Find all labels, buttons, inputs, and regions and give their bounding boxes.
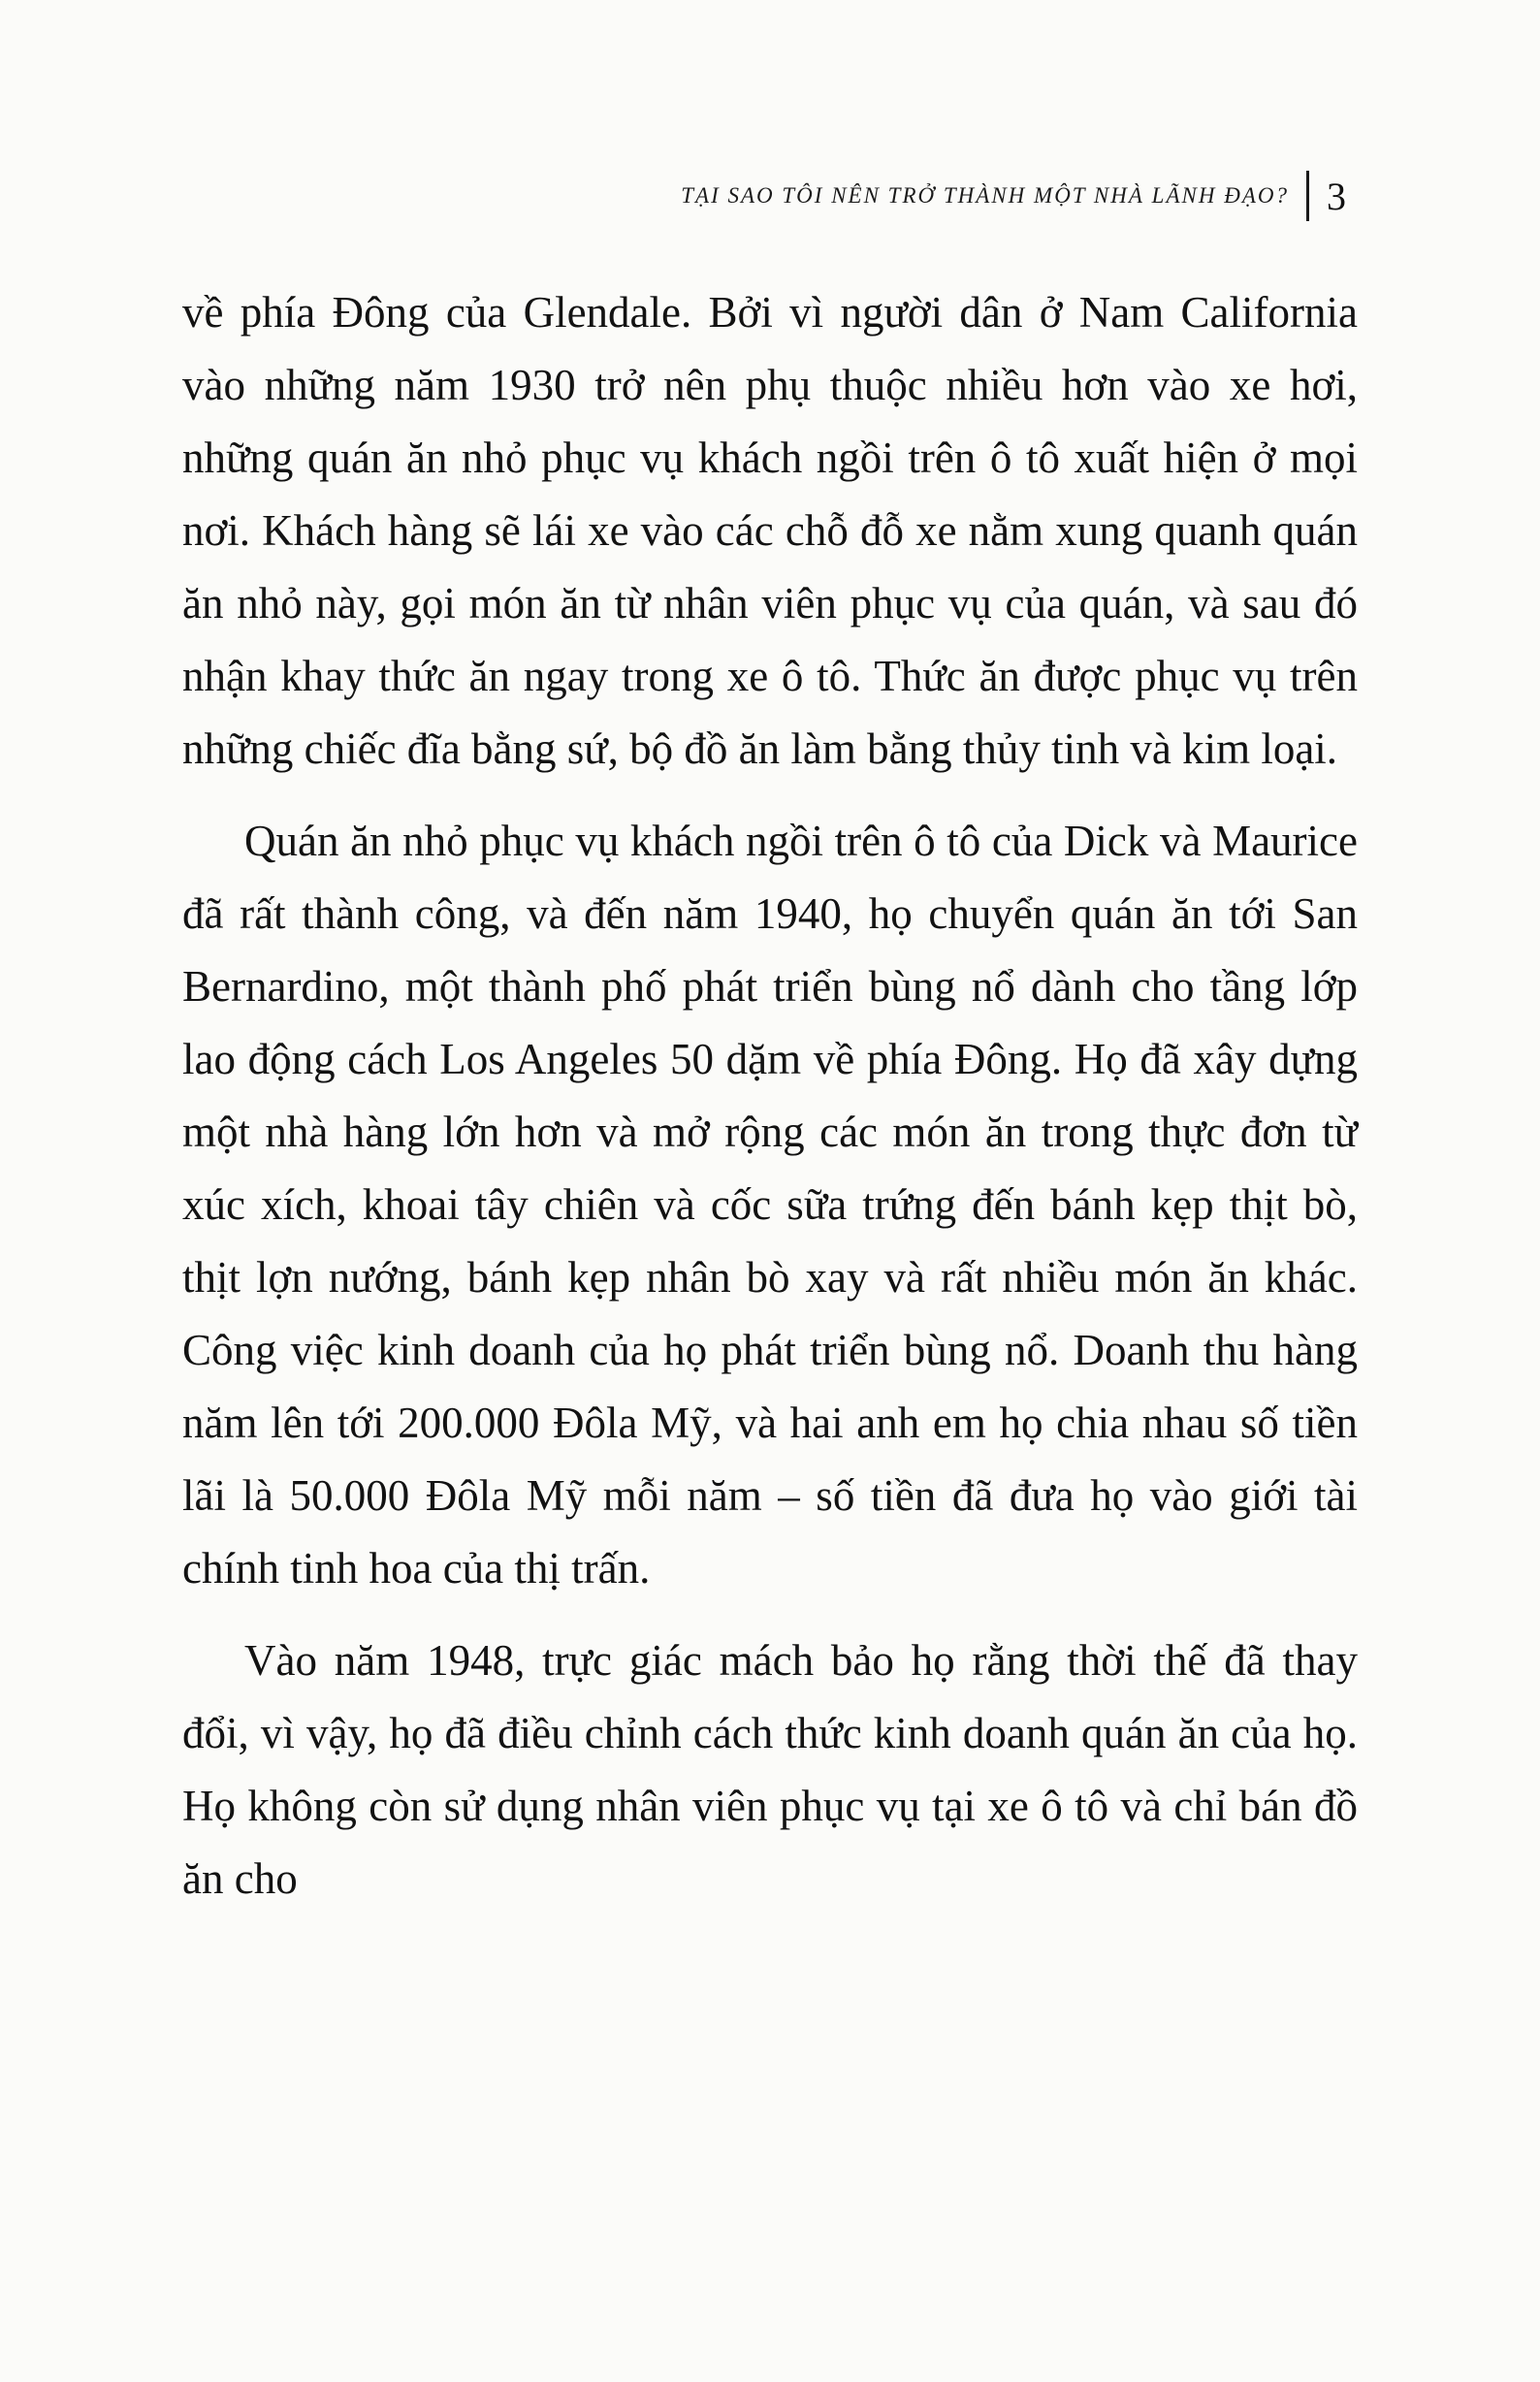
paragraph: Quán ăn nhỏ phục vụ khách ngồi trên ô tô của Dick và Maurice đã rất thành công, và đến năm 1940, họ chuyển quán ăn tới San Bernardino, một thành phố phát triển bùng nổ dành cho tầng lớp lao động cách Los Angeles 50 dặm về phía Đông. Họ đã xây dựng một nhà hàng lớn hơn và mở rộng các món ăn trong thực đơn từ xúc xích, khoai tây chiên và cốc sữa trứng đến bánh kẹp thịt bò, thịt lợn nướng, bánh kẹp nhân bò xay và rất nhiều món ăn khác. Công việc kinh doanh của họ phát triển bùng nổ. Doanh thu hàng năm lên tới 200.000 Đôla Mỹ, và hai anh em họ chia nhau số tiền lãi là 50.000 Đôla Mỹ mỗi năm – số tiền đã đưa họ vào giới tài chính tinh hoa của thị trấn.	[182, 817, 1358, 1593]
running-header	[681, 171, 1346, 221]
paragraph-continued: về phía Đông của Glendale. Bởi vì người dân ở Nam California vào những năm 1930 trở nên phụ thuộc nhiều hơn vào xe hơi, những quán ăn nhỏ phục vụ khách ngồi trên ô tô xuất hiện ở mọi nơi. Khách hàng sẽ lái xe vào các chỗ đỗ xe nằm xung quanh quán ăn nhỏ này, gọi món ăn từ nhân viên phục vụ của quán, và sau đó nhận khay thức ăn ngay trong xe ô tô. Thức ăn được phục vụ trên những chiếc đĩa bằng sứ, bộ đồ ăn làm bằng thủy tinh và kim loại.	[182, 288, 1358, 773]
running-title: TẠI SAO TÔI NÊN TRỞ THÀNH MỘT NHÀ LÃNH ĐẠO?	[681, 183, 1289, 208]
page-number: 3	[1327, 174, 1346, 218]
body-text	[182, 276, 1358, 1935]
header-divider	[1306, 171, 1309, 221]
paragraph: Vào năm 1948, trực giác mách bảo họ rằng thời thế đã thay đổi, vì vậy, họ đã điều chỉnh cách thức kinh doanh quán ăn của họ. Họ không còn sử dụng nhân viên phục vụ tại xe ô tô và chỉ bán đồ ăn cho	[182, 1636, 1358, 1903]
